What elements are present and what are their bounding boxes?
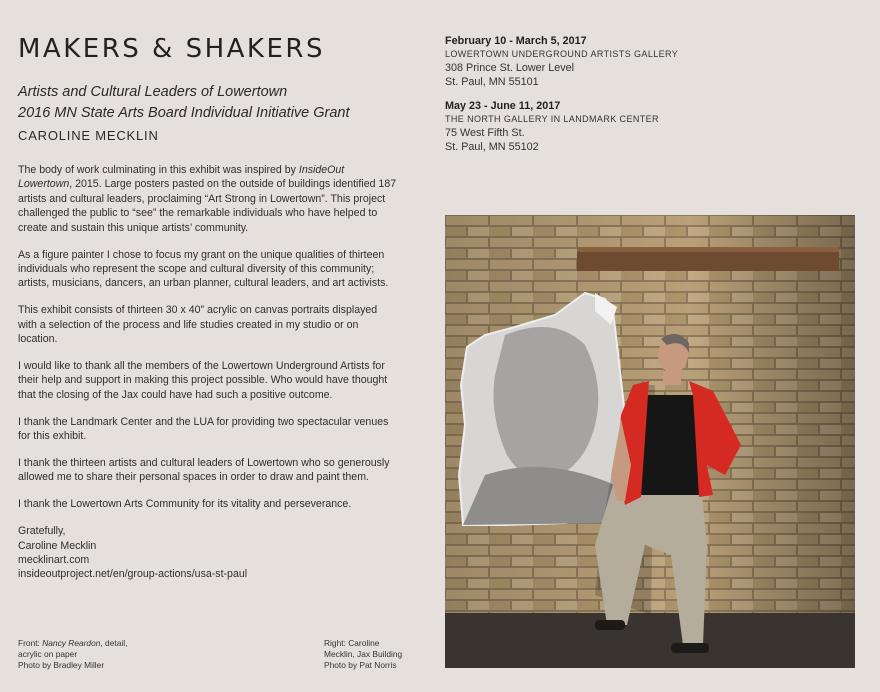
exhibit-logo: MAKERS & SHAKERS <box>18 34 325 64</box>
paragraph-6: I thank the thirteen artists and cultural leaders of Lowertown who so generously allowed me to share their personal spaces in order to draw and paint them. <box>18 457 390 484</box>
venue-dates: May 23 - June 11, 2017 <box>445 100 561 112</box>
artist-photo <box>445 215 855 668</box>
website-link[interactable]: mecklinart.com <box>18 554 90 567</box>
venue-city: St. Paul, MN 55102 <box>445 141 539 153</box>
statement <box>18 163 398 582</box>
venue-1 <box>445 34 865 89</box>
subtitle-line1: Artists and Cultural Leaders of Lowertown <box>18 84 288 100</box>
right-caption: Right: Caroline Mecklin, Jax Building Photo by Pat Norris <box>324 638 403 670</box>
paragraph-1: The body of work culminating in this exhibit was inspired by InsideOut Lowertown, 2015. Large posters pasted on the outside of buildings identified 187 artists and cultural leaders, proclaiming “Art Strong in Lowertown”. This project challenged the public to “see” the remarkable individuals who have helped to create and sustain this unique artists’ community. <box>18 164 397 234</box>
venue-address: 75 West Fifth St. <box>445 127 525 139</box>
paragraph-4: I would like to thank all the members of the Lowertown Underground Artists for their help and support in making this project possible. Who would have thought that the closing of the Jax could have had such a positive outcome. <box>18 359 388 401</box>
venues <box>445 34 865 154</box>
subtitle-line2: 2016 MN State Arts Board Individual Initiative Grant <box>18 105 350 121</box>
venue-city: St. Paul, MN 55101 <box>445 76 539 88</box>
left-column <box>18 34 398 582</box>
pavement <box>445 613 855 668</box>
paragraph-2: As a figure painter I chose to focus my grant on the unique qualities of thirteen individuals who represent the scope and cultural diversity of this community; artists, musicians, dancers, an urban planner, cultural leaders, and art activists. <box>18 248 389 290</box>
venue-name: LOWERTOWN UNDERGROUND ARTISTS GALLERY <box>445 49 679 59</box>
signature: Gratefully, Caroline Mecklin mecklinart.com insideoutproject.net/en/group-actions/usa-st-paul <box>18 524 398 582</box>
venue-dates: February 10 - March 5, 2017 <box>445 35 587 47</box>
insideout-link[interactable]: insideoutproject.net/en/group-actions/usa-st-paul <box>18 568 248 581</box>
paragraph-7: I thank the Lowertown Arts Community for its vitality and perseverance. <box>18 498 352 511</box>
paragraph-5: I thank the Landmark Center and the LUA for providing two spectacular venues for this exhibit. <box>18 415 389 443</box>
front-caption: Front: Nancy Reardon, detail, acrylic on paper Photo by Bradley Miller <box>18 638 128 670</box>
venue-name: THE NORTH GALLERY IN LANDMARK CENTER <box>445 114 659 124</box>
artist-name: CAROLINE MECKLIN <box>18 128 159 143</box>
paragraph-3: This exhibit consists of thirteen 30 x 40” acrylic on canvas portraits displayed with a selection of the process and life studies created in my studio or on location. <box>18 304 378 346</box>
venue-address: 308 Prince St. Lower Level <box>445 62 575 74</box>
venue-2 <box>445 99 865 154</box>
